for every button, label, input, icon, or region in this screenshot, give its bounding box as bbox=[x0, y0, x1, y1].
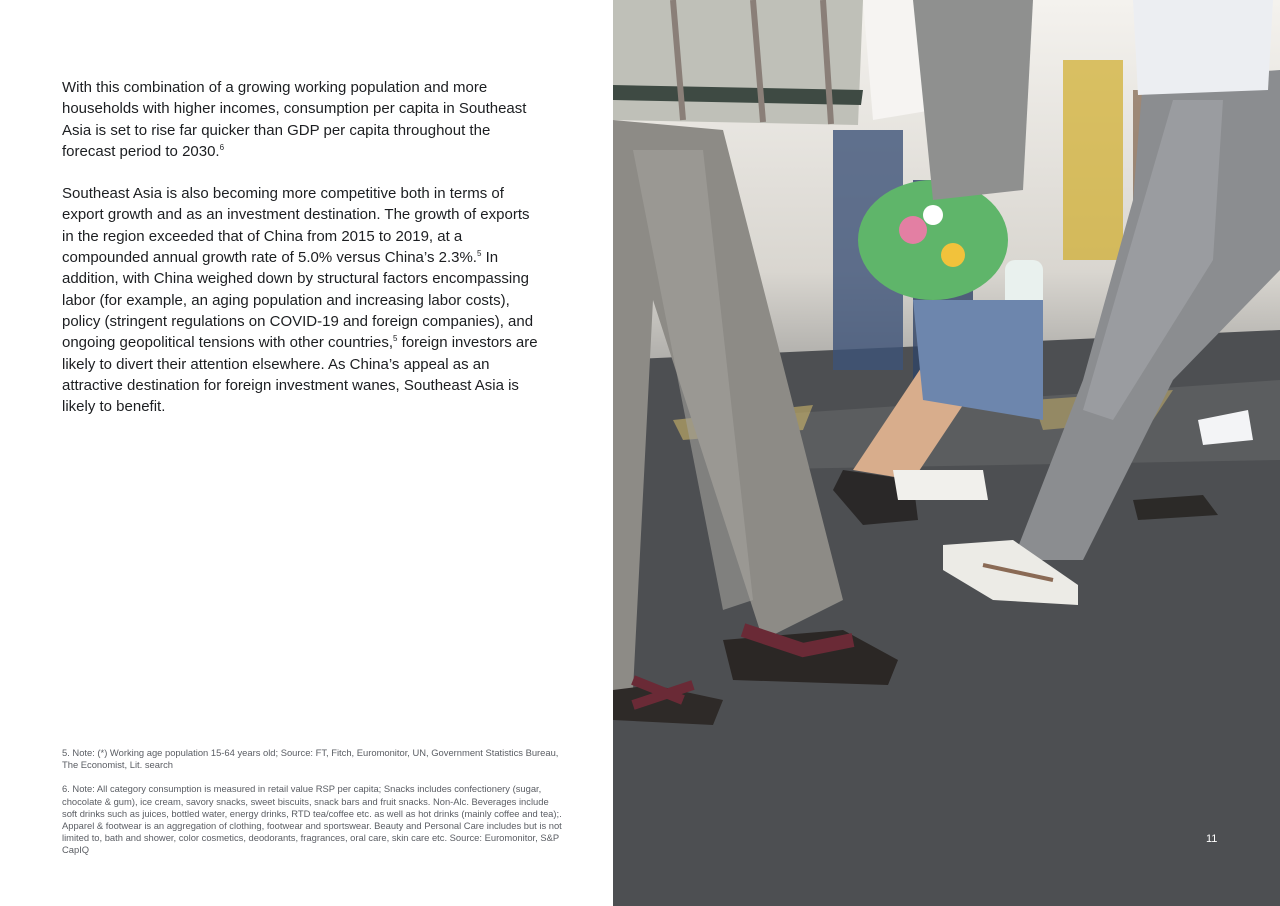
pedestrians-street-photo bbox=[613, 0, 1280, 906]
paragraph-2: Southeast Asia is also becoming more competitive both in terms of export growth and as an investment destination. The growth of exports in the region exceeded that of China from 2015 to 2019, at a compounded annual growth rate of 5.0% versus China’s 2.3%.$^5$ In addition, with China weighed down by structural factors encompassing labor (for example, an aging population and increasing labor costs), policy (stringent regulations on COVID-19 and foreign companies), and ongoing geopolitical tensions with other countries,$^5$ foreign investors are likely to divert their attention elsewhere. As China’s appeal as an attractive destination for foreign investment wanes, Southeast Asia is likely to benefit. bbox=[62, 185, 538, 416]
footnote-ref: 6 bbox=[219, 142, 225, 152]
body-text bbox=[62, 77, 542, 438]
footnotes bbox=[62, 747, 562, 869]
footnote-5: 5. Note: (*) Working age population 15-64 years old; Source: FT, Fitch, Euromonitor, UN, Government Statistics Bureau, The Economist, Lit. search bbox=[62, 747, 559, 771]
footnote-6: 6. Note: All category consumption is measured in retail value RSP per capita; Snacks includes confectionery (sugar, chocolate & gum), ice cream, savory snacks, sweet biscuits, snack bars and fruit snacks. Non-Alc. Beverages include soft drinks such as juices, bottled water, energy drinks, RTD tea/coffee etc. as well as hot drinks (mainly coffee and tea);. Apparel & footwear is an aggregation of clothing, footwear and sportswear. Beauty and Personal Care includes but is not limited to, bath and shower, color cosmetics, deodorants, fragrances, oral care, skin care etc. Source: Euromonitor, S&P CapIQ bbox=[62, 783, 562, 856]
footnote-ref: 5 bbox=[476, 249, 482, 259]
page-number: 11 bbox=[1206, 833, 1218, 845]
text-column bbox=[0, 0, 613, 906]
footnote-ref: 5 bbox=[393, 334, 398, 344]
photo-illustration bbox=[613, 0, 1280, 906]
paragraph-1: With this combination of a growing working population and more households with higher incomes, consumption per capita in Southeast Asia is set to rise far quicker than GDP per capita throughout the forecast period to 2030.$^6$ bbox=[62, 79, 527, 160]
